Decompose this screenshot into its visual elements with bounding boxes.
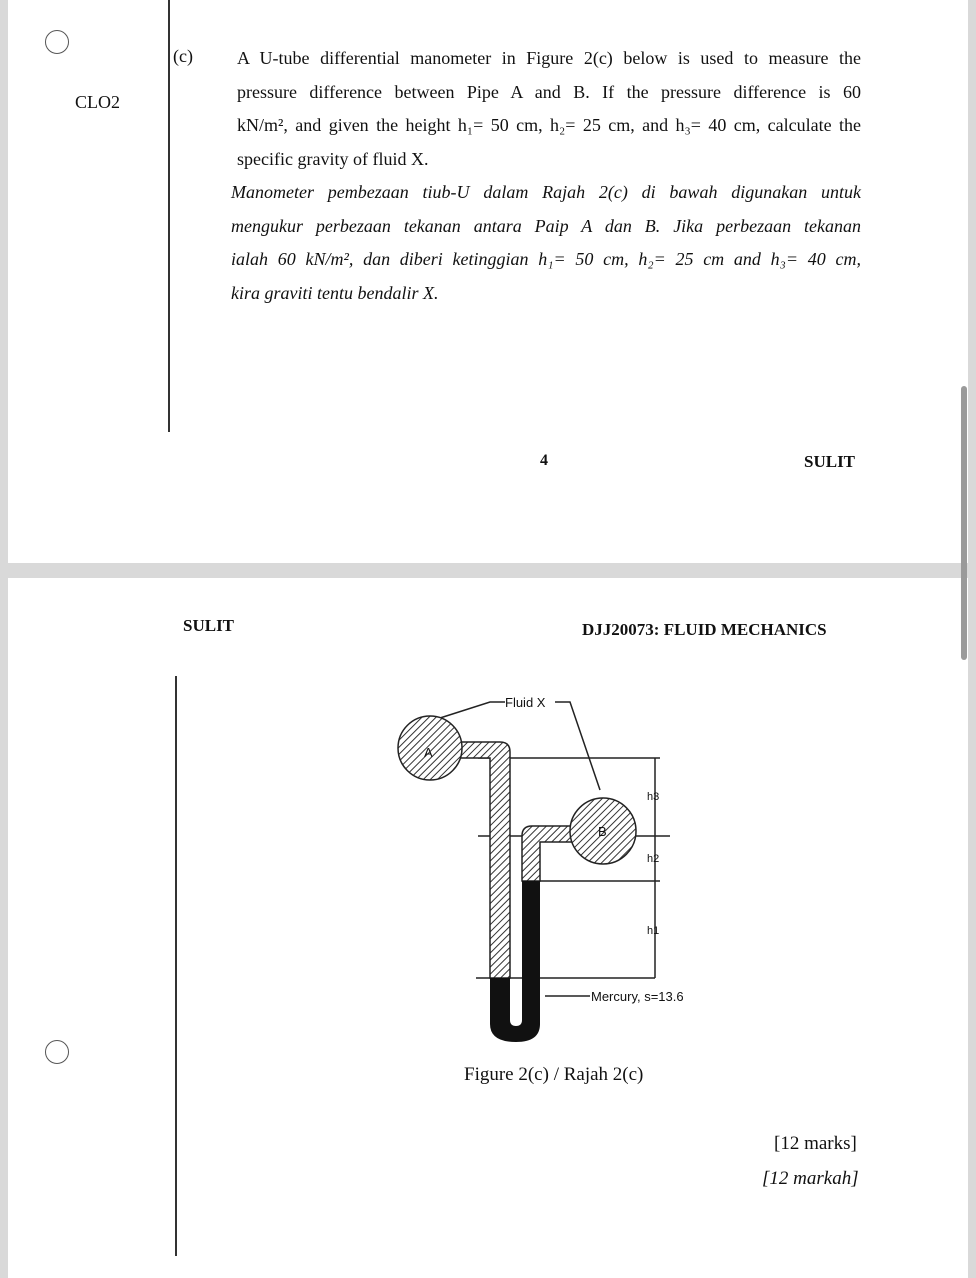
pipe-b-label: B (598, 824, 607, 839)
question-line: ialah 60 kN/m², dan diberi ketinggian h₁= 50 cm, h₂= 25 cm and h₃= 40 cm, (231, 249, 861, 269)
h3-label: h3 (647, 791, 660, 803)
figure-caption: Figure 2(c) / Rajah 2(c) (464, 1064, 644, 1085)
question-line: Manometer pembezaan tiub-U dalam Rajah 2(c) di bawah digunakan untuk (231, 182, 861, 202)
question-line: pressure difference between Pipe A and B. If the pressure difference is 60 (237, 81, 861, 102)
pipe-a-label: A (424, 745, 433, 760)
page-number: 4 (540, 452, 548, 469)
question-line: kira graviti tentu bendalir X. (231, 282, 439, 303)
question-line: kN/m², and given the height h₁= 50 cm, h₂= 25 cm, and h₃= 40 cm, calculate the (237, 115, 861, 135)
clo-label: CLO2 (75, 92, 120, 112)
question-line: A U-tube differential manometer in Figure 2(c) below is used to measure the (237, 48, 861, 68)
left-tube (455, 742, 510, 978)
part-label: (c) (173, 46, 193, 66)
mercury-label: Mercury, s=13.6 (591, 989, 684, 1004)
header-course: DJJ20073: FLUID MECHANICS (582, 620, 827, 639)
scrollbar-thumb[interactable] (961, 386, 967, 660)
marks-malay: [12 markah] (762, 1168, 859, 1189)
h2-label: h2 (647, 853, 660, 865)
question-line: specific gravity of fluid X. (237, 148, 429, 169)
header-sulit: SULIT (183, 616, 235, 635)
h1-label: h1 (647, 925, 660, 937)
marks-english: [12 marks] (774, 1133, 857, 1154)
question-line: mengukur perbezaan tekanan antara Paip A dan B. Jika perbezaan tekanan (231, 215, 861, 236)
fluid-x-label: Fluid X (505, 695, 546, 710)
footer-sulit: SULIT (804, 452, 856, 471)
